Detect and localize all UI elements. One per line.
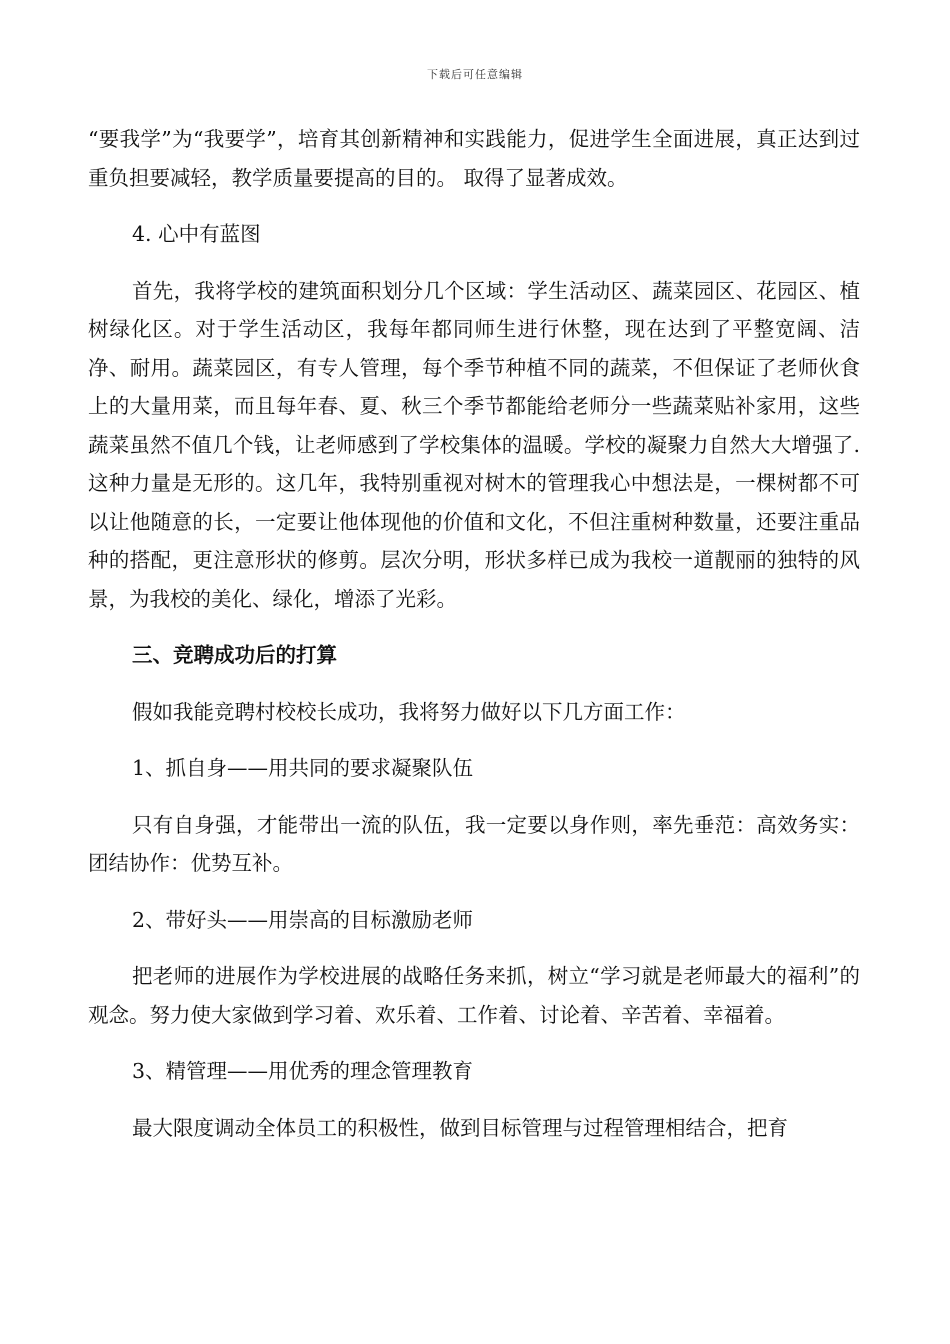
subheading-lantu: 4. 心中有蓝图 bbox=[132, 222, 261, 246]
paragraph-lantu: 首先，我将学校的建筑面积划分几个区域：学生活动区、蔬菜园区、花园区、植树绿化区。对于学生活动区，我每年都同师生进行休整，现在达到了平整宽阔、洁净、耐用。蔬菜园区，有专人管理，每个季节种植不同的蔬菜，不但保证了老师伙食上的大量用菜，而且每年春、夏、秋三个季节都能给老师分一些蔬菜贴补家用，这些蔬菜虽然不值几个钱，让老师感到了学校集体的温暖。学校的凝聚力自然大大增强了.这种力量是无形的。这几年，我特别重视对树木的管理我心中想法是，一棵树都不可以让他随意的长，一定要让他体现他的价值和文化，不但注重树种数量，还要注重品种的搭配，更注意形状的修剪。层次分明，形状多样已成为我校一道靓丽的独特的风景，为我校的美化、绿化，增添了光彩。 bbox=[88, 278, 860, 611]
document-body bbox=[88, 120, 860, 1165]
subheading-3: 3、精管理——用优秀的理念管理教育 bbox=[132, 1059, 474, 1083]
paragraph-continuation: “要我学”为“我要学”，培育其创新精神和实践能力，促进学生全面进展，真正达到过重负担要减轻，教学质量要提高的目的。 取得了显著成效。 bbox=[88, 127, 860, 190]
paragraph-2: 把老师的进展作为学校进展的战略任务来抓，树立“学习就是老师最大的福利”的观念。努力使大家做到学习着、欢乐着、工作着、讨论着、辛苦着、幸福着。 bbox=[88, 964, 860, 1027]
header-note: 下载后可任意编辑 bbox=[427, 68, 523, 81]
paragraph-3: 最大限度调动全体员工的积极性，做到目标管理与过程管理相结合，把育 bbox=[132, 1115, 788, 1140]
section-heading-3: 三、竞聘成功后的打算 bbox=[132, 643, 337, 667]
paragraph-1: 只有自身强，才能带出一流的队伍，我一定要以身作则，率先垂范：高效务实：团结协作：优势互补。 bbox=[88, 812, 860, 875]
subheading-1: 1、抓自身——用共同的要求凝聚队伍 bbox=[132, 756, 474, 780]
subheading-2: 2、带好头——用崇高的目标激励老师 bbox=[132, 907, 474, 932]
paragraph-intro: 假如我能竞聘村校校长成功，我将努力做好以下几方面工作： bbox=[132, 699, 686, 724]
